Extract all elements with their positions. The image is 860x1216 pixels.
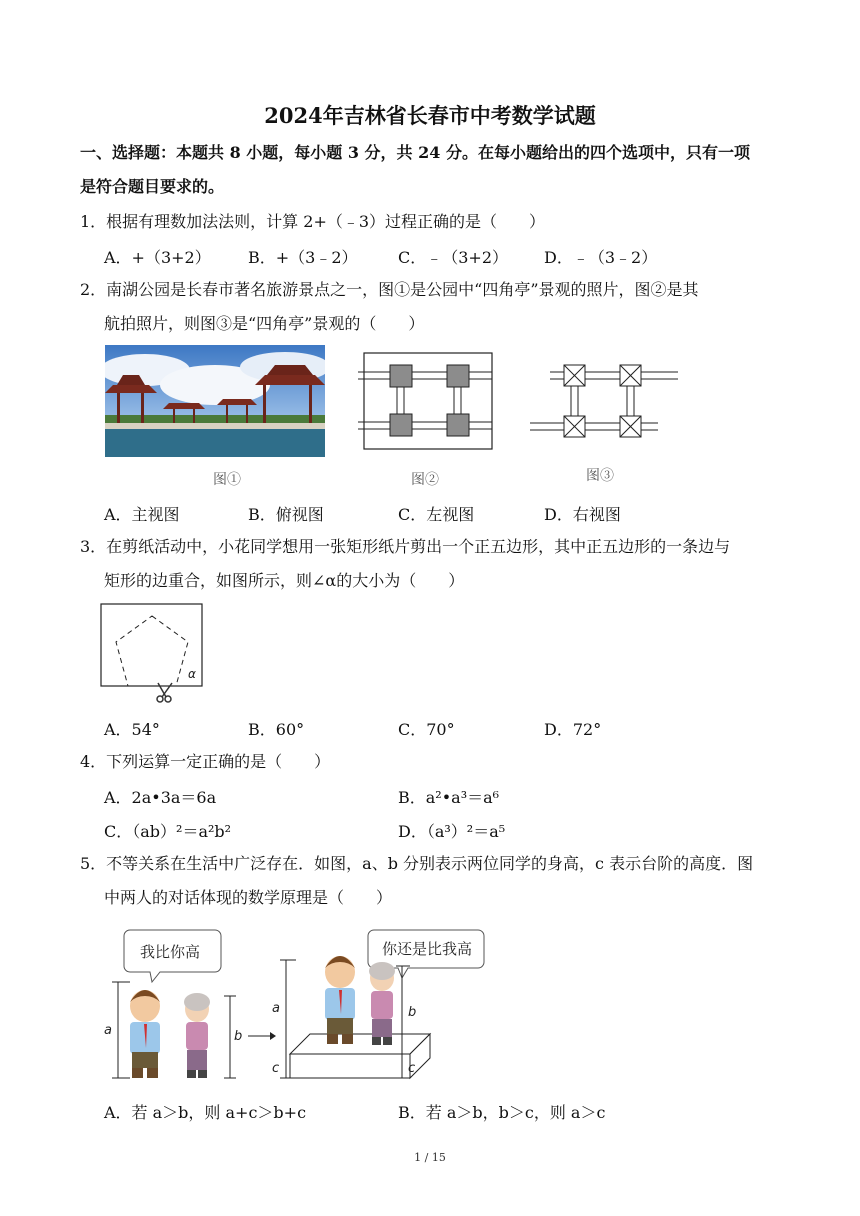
label-a-right: a — [272, 1001, 280, 1016]
figure-2-caption: 图② — [411, 472, 439, 488]
pavilion-view-figure — [530, 362, 680, 446]
q4-stem: 4．下列运算一定正确的是（ ） — [80, 752, 331, 771]
q2-stem-line2: 航拍照片，则图③是“四角亭”景观的（ ） — [104, 314, 425, 333]
q2-option-c: C．左视图 — [398, 505, 475, 524]
figure-1-caption: 图① — [213, 472, 241, 488]
boy-figure-left — [130, 990, 160, 1078]
q4-option-c: C．（ab）²＝a²b² — [104, 822, 232, 841]
q1-option-d: D．﹣（3﹣2） — [544, 248, 658, 267]
q5-option-b: B．若 a＞b，b＞c，则 a＞c — [398, 1103, 606, 1122]
girl-figure-left — [184, 993, 210, 1078]
label-c-left: c — [272, 1061, 280, 1076]
q3-option-c: C．70° — [398, 720, 455, 739]
q1-stem: 1．根据有理数加法法则，计算 2+（﹣3）过程正确的是（ ） — [80, 212, 546, 231]
q1-option-b: B．+（3﹣2） — [248, 248, 358, 267]
q5-stem-line2: 中两人的对话体现的数学原理是（ ） — [104, 888, 393, 907]
label-a-left: a — [104, 1023, 112, 1038]
speech-bubble-right-text: 你还是比我高 — [382, 940, 473, 958]
section-heading-line2: 是符合题目要求的。 — [80, 177, 225, 196]
page-number: 1 / 15 — [414, 1151, 446, 1164]
label-b-left: b — [234, 1029, 243, 1044]
q4-option-d: D．（a³）²＝a⁵ — [398, 822, 506, 841]
q2-option-a: A．主视图 — [104, 505, 180, 524]
q2-stem-line1: 2．南湖公园是长春市著名旅游景点之一，图①是公园中“四角亭”景观的照片，图②是其 — [80, 280, 699, 299]
speech-bubble-left-text: 我比你高 — [140, 943, 201, 961]
q5-stem-line1: 5．不等关系在生活中广泛存在．如图，a、b 分别表示两位同学的身高，c 表示台阶的高度．图 — [80, 854, 754, 873]
q2-option-d: D．右视图 — [544, 505, 621, 524]
height-comparison-figure — [100, 924, 500, 1086]
q3-option-b: B．60° — [248, 720, 305, 739]
boy-figure-right — [325, 956, 355, 1044]
pavilion-aerial-figure — [358, 352, 494, 452]
q3-option-d: D．72° — [544, 720, 602, 739]
label-b-right: b — [408, 1005, 417, 1020]
figure-3-caption: 图③ — [586, 468, 614, 484]
q5-option-a: A．若 a＞b，则 a+c＞b+c — [104, 1103, 307, 1122]
q1-option-a: A．+（3+2） — [104, 248, 211, 267]
label-c-right: c — [408, 1061, 416, 1076]
girl-figure-right — [369, 962, 395, 1045]
q3-option-a: A．54° — [104, 720, 160, 739]
alpha-label: α — [188, 667, 196, 681]
q1-option-c: C．﹣（3+2） — [398, 248, 509, 267]
q3-stem-line1: 3．在剪纸活动中，小花同学想用一张矩形纸片剪出一个正五边形，其中正五边形的一条边与 — [80, 537, 731, 556]
pentagon-cut-figure — [100, 603, 204, 703]
q4-option-b: B．a²•a³＝a⁶ — [398, 788, 500, 807]
pavilion-photo — [105, 345, 325, 457]
section-heading-line1: 一、选择题：本题共 8 小题，每小题 3 分，共 24 分。在每小题给出的四个选项中，只有一项 — [80, 143, 750, 162]
q3-stem-line2: 矩形的边重合，如图所示，则∠α的大小为（ ） — [104, 571, 465, 590]
page-title: 2024年吉林省长春市中考数学试题 — [264, 103, 596, 128]
q2-option-b: B．俯视图 — [248, 505, 324, 524]
q4-option-a: A．2a•3a＝6a — [104, 788, 217, 807]
